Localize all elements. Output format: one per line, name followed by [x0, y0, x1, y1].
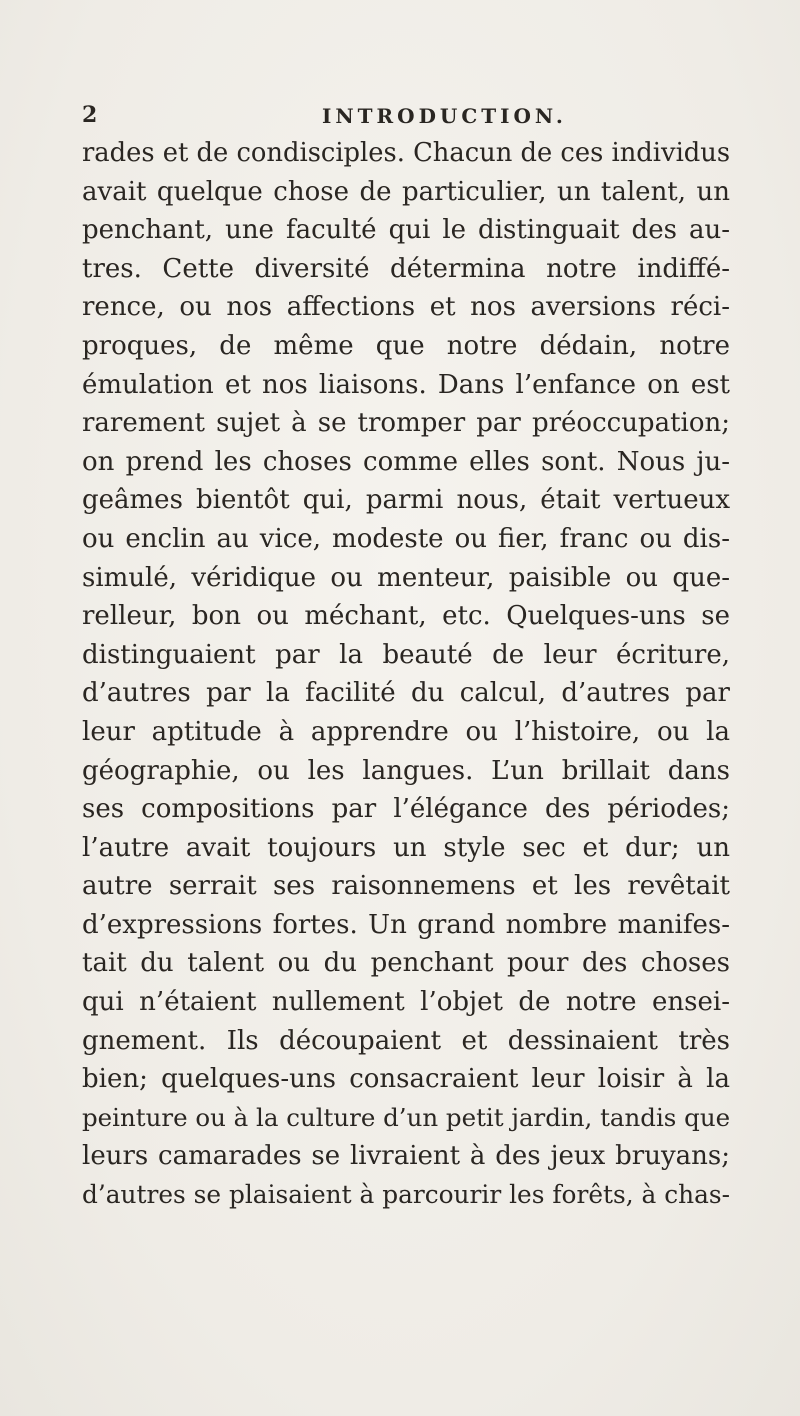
running-title: INTRODUCTION. — [322, 104, 567, 128]
text-line: leur aptitude à apprendre ou l’histoire, ou la — [82, 716, 730, 747]
text-line: rades et de condisciples. Chacun de ces individus — [82, 138, 731, 168]
text-line: rence, ou nos affections et nos aversions réci- — [82, 292, 730, 323]
text-line: d’autres se plaisaient à parcourir les forêts, à chas- — [82, 1180, 730, 1210]
text-line: geâmes bientôt qui, parmi nous, était vertueux — [82, 485, 730, 516]
text-line: ses compositions par l’élégance des périodes; — [82, 794, 730, 825]
text-line: peinture ou à la culture d’un petit jardin, tandis que — [82, 1102, 731, 1132]
text-line: d’expressions fortes. Un grand nombre manifes- — [82, 909, 730, 940]
text-line: relleur, bon ou méchant, etc. Quelques-uns se — [82, 601, 730, 632]
body-text — [82, 134, 730, 1215]
text-line: émulation et nos liaisons. Dans l’enfance on est — [82, 369, 730, 400]
text-line: bien; quelques-uns consacraient leur loisir à la — [82, 1064, 730, 1095]
text-line: qui n’étaient nullement l’objet de notre ensei- — [82, 987, 730, 1018]
text-line: tait du talent ou du penchant pour des choses — [82, 948, 730, 979]
text-line: géographie, ou les langues. L’un brillait dans — [82, 755, 730, 786]
text-line: proques, de même que notre dédain, notre — [82, 330, 730, 361]
text-line: simulé, véridique ou menteur, paisible ou que- — [82, 562, 730, 593]
text-line: penchant, une faculté qui le distinguait des au- — [82, 215, 730, 246]
page-number: 2 — [82, 102, 99, 128]
text-line: leurs camarades se livraient à des jeux bruyans; — [82, 1141, 730, 1172]
text-line: ou enclin au vice, modeste ou fier, franc ou dis- — [82, 523, 730, 554]
text-line: tres. Cette diversité détermina notre indiffé- — [82, 253, 730, 284]
text-line: avait quelque chose de particulier, un talent, un — [82, 176, 730, 207]
text-line: l’autre avait toujours un style sec et dur; un — [82, 832, 730, 863]
text-line: autre serrait ses raisonnemens et les revêtait — [82, 871, 730, 902]
page-header — [82, 102, 722, 134]
text-line: d’autres par la facilité du calcul, d’autres par — [82, 678, 730, 709]
text-line: rarement sujet à se tromper par préoccupation; — [82, 408, 730, 439]
text-line: distinguaient par la beauté de leur écriture, — [82, 639, 730, 670]
text-line: on prend les choses comme elles sont. Nous ju- — [82, 446, 730, 477]
text-line: gnement. Ils découpaient et dessinaient très — [82, 1025, 730, 1056]
